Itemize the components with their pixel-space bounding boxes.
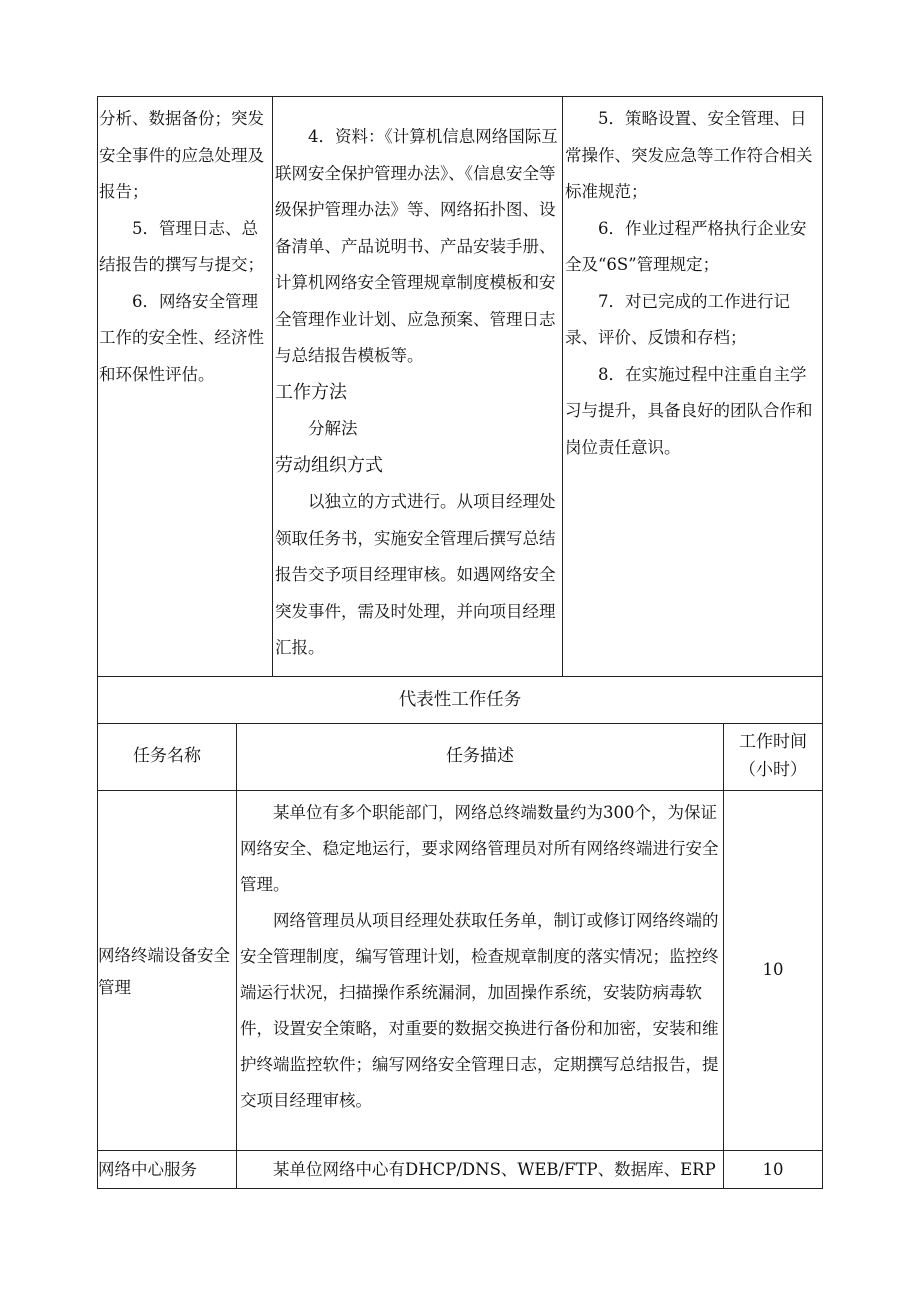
top-col1 (99, 101, 271, 393)
labor-heading: 劳动组织方式 (275, 454, 383, 476)
col-divider-1 (272, 96, 273, 676)
row2-task-name: 网络中心服务 (98, 1160, 197, 1179)
row2-description-para-1: 某单位网络中心有DHCP/DNS、WEB/FTP、数据库、ERP (273, 1160, 716, 1179)
row2-task-hours: 10 (762, 1160, 784, 1179)
top-col3-para-4: 8．在实施过程中注重自主学习与提升，具备良好的团队合作和岗位责任意识。 (565, 364, 813, 457)
col-divider-2 (562, 96, 563, 676)
header-task-description: 任务描述 (446, 746, 514, 766)
task-col-divider-1 (236, 723, 237, 1189)
top-col1-para-2: 5．管理日志、总结报告的撰写与提交； (99, 218, 264, 274)
row-divider-row1 (97, 1150, 823, 1151)
table-border-left (97, 96, 98, 1189)
top-col1-para-1: 分析、数据备份；突发安全事件的应急处理及报告； (99, 109, 264, 201)
table-border-right (822, 96, 823, 1189)
top-col1-para-3: 6．网络安全管理工作的安全性、经济性和环保性评估。 (99, 291, 264, 384)
header-task-name: 任务名称 (133, 746, 201, 766)
row-divider-title (97, 723, 823, 724)
resources-text: 4．资料：《计算机信息网络国际互联网安全保护管理办法》、《信息安全等级保护管理办法》等、网络拓扑图、设备清单、产品说明书、产品安装手册、计算机网络安全管理规章制度模板和安全管理作业计划、应急预案、管理日志与总结报告模板等。 (275, 127, 558, 365)
row-divider-top-section (97, 676, 823, 677)
top-col3-para-3: 7．对已完成的工作进行记录、评价、反馈和存档； (565, 291, 790, 347)
method-text: 分解法 (308, 419, 358, 438)
top-col3-para-2: 6．作业过程严格执行企业安全及“6S”管理规定； (565, 218, 807, 274)
row1-description-para-1: 某单位有多个职能部门，网络总终端数量约为300个，为保证网络安全、稳定地运行，要求网络管理员对所有网络终端进行安全管理。 (240, 803, 719, 894)
row1-task-description (240, 795, 722, 1119)
tasks-title: 代表性工作任务 (398, 690, 522, 710)
row1-task-name: 网络终端设备安全管理 (98, 946, 230, 997)
table-border-top (97, 96, 823, 97)
header-task-hours: 工作时间（小时） (739, 732, 807, 780)
top-col3 (565, 101, 821, 466)
row2-task-description (240, 1152, 722, 1189)
row1-task-hours: 10 (762, 960, 784, 979)
top-col3-para-1: 5．策略设置、安全管理、日常操作、突发应急等工作符合相关标准规范； (565, 109, 813, 201)
method-heading: 工作方法 (275, 381, 347, 403)
row-divider-header (97, 790, 823, 791)
labor-text: 以独立的方式进行。从项目经理处领取任务书，实施安全管理后撰写总结报告交予项目经理审核。如遇网络安全突发事件，需及时处理，并向项目经理汇报。 (275, 492, 556, 657)
row1-description-para-2: 网络管理员从项目经理处获取任务单，制订或修订网络终端的安全管理制度，编写管理计划，检查规章制度的落实情况；监控终端运行状况，扫描操作系统漏洞，加固操作系统，安装防病毒软件，设置安全策略，对重要的数据交换进行备份和加密，安装和维护终端监控软件；编写网络安全管理日志，定期撰写总结报告，提交项目经理审核。 (240, 911, 719, 1110)
top-col2 (275, 119, 562, 667)
